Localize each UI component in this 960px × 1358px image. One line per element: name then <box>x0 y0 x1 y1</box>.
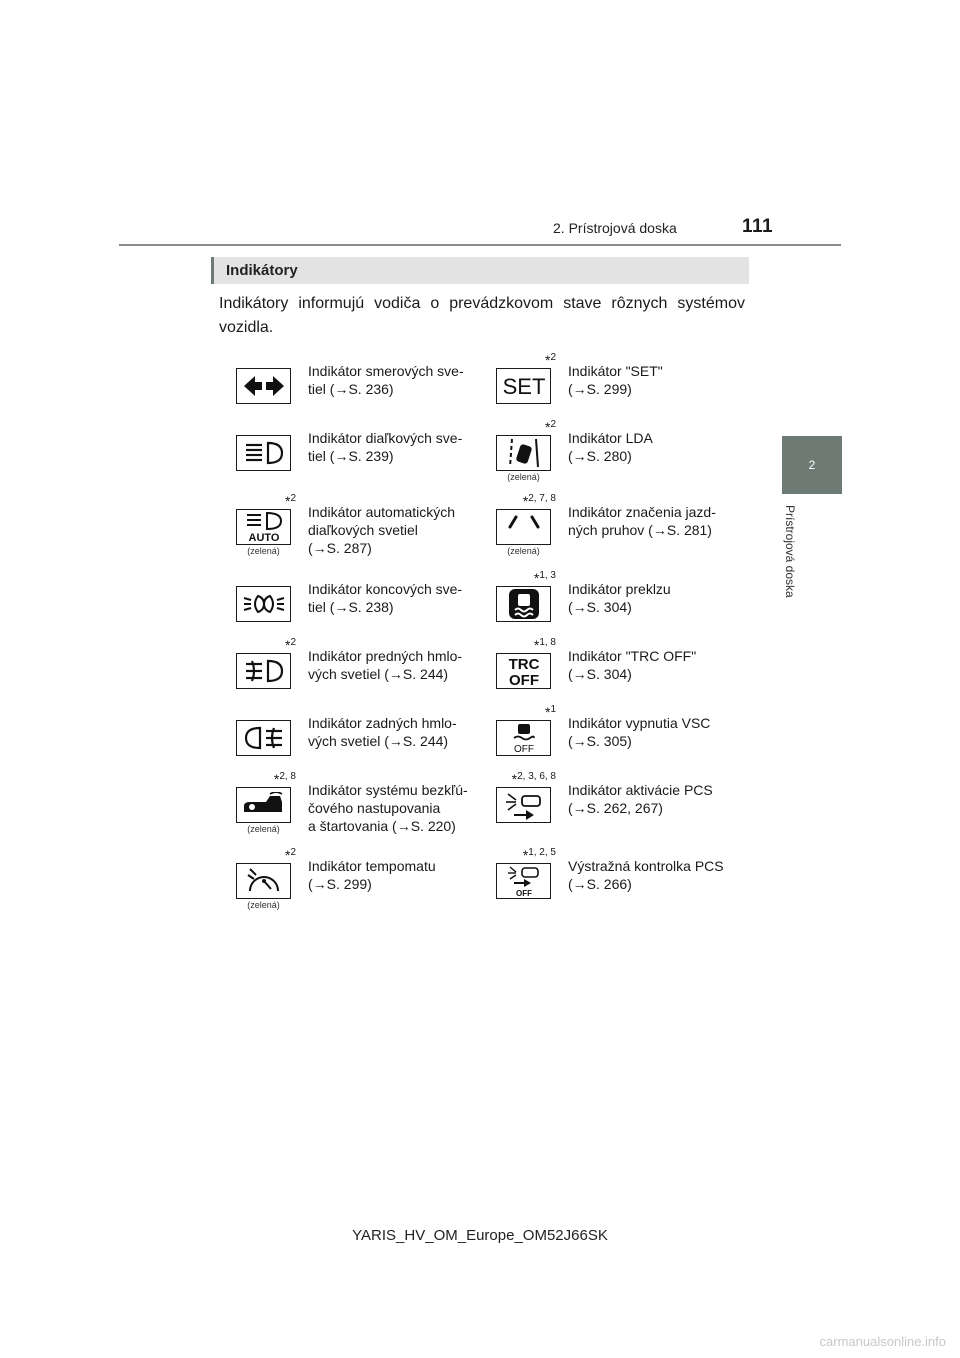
indicator-color: (zelená) <box>507 546 540 556</box>
description-line: tiel (→S. 239) <box>308 448 394 464</box>
footnote-star: * <box>273 771 280 787</box>
smart-entry-icon <box>236 787 291 823</box>
svg-text:AUTO: AUTO <box>248 532 279 543</box>
indicator-description <box>568 714 743 750</box>
trc-off-icon <box>496 653 551 689</box>
description-line: Indikátor koncových sve- <box>308 581 463 597</box>
watermark: carmanualsonline.info <box>819 1334 946 1349</box>
description-line: Indikátor aktivácie PCS <box>568 782 713 798</box>
svg-text:OFF: OFF <box>515 889 532 897</box>
footnote-number: 1, 8 <box>539 637 556 648</box>
footnote-star: * <box>533 637 540 653</box>
indicator-color: (zelená) <box>247 824 280 834</box>
indicator-entry <box>496 493 758 573</box>
footnote-number: 2 <box>290 493 296 504</box>
footnote-marker <box>496 847 556 863</box>
indicator-entry <box>236 771 498 851</box>
rear-fog-icon <box>236 720 291 756</box>
description-line: Indikátor vypnutia VSC <box>568 715 711 731</box>
description-line: Indikátor tempomatu <box>308 858 436 874</box>
description-line: a štartovania (→S. 220) <box>308 818 456 834</box>
description-line: Výstražná kontrolka PCS <box>568 858 724 874</box>
description-line: vých svetiel (→S. 244) <box>308 733 449 749</box>
indicator-color: (zelená) <box>247 900 280 910</box>
description-line: tiel (→S. 236) <box>308 381 394 397</box>
chapter-label-vertical <box>770 505 810 615</box>
description-line: Indikátor smerových sve- <box>308 363 464 379</box>
set-icon <box>496 368 551 404</box>
footnote-marker <box>496 419 556 435</box>
description-line: Indikátor diaľkových sve- <box>308 430 463 446</box>
description-line: (→S. 280) <box>568 448 632 464</box>
svg-text:TRC: TRC <box>508 656 539 673</box>
footnote-marker <box>236 637 296 653</box>
indicator-entry <box>496 771 758 851</box>
description-line: diaľkových svetiel <box>308 522 418 538</box>
vsc-off-icon <box>496 720 551 756</box>
footnote-number: 2 <box>550 419 556 430</box>
description-line: Indikátor "TRC OFF" <box>568 648 697 664</box>
indicator-entry <box>236 429 498 499</box>
description-line: čového nastupovania <box>308 800 441 816</box>
description-line: vých svetiel (→S. 244) <box>308 666 449 682</box>
high-beam-icon <box>236 435 291 471</box>
footnote-marker <box>496 637 556 653</box>
indicator-description <box>308 647 483 683</box>
footnote-star: * <box>511 771 518 787</box>
description-line: (→S. 287) <box>308 540 372 556</box>
footnote-star: * <box>522 493 529 509</box>
intro-paragraph: Indikátory informujú vodiča o prevádzkovom stave rôznych systémov vozidla. <box>219 295 745 336</box>
footnote-number: 1, 2, 5 <box>528 847 556 858</box>
svg-text:OFF: OFF <box>513 744 534 754</box>
lda-icon <box>496 435 551 471</box>
page-number: 111 <box>742 216 774 237</box>
indicator-entry <box>496 847 758 927</box>
footnote-number: 2 <box>550 352 556 363</box>
indicator-entry <box>236 847 498 927</box>
footnote-star: * <box>284 637 291 653</box>
indicator-entry <box>236 493 498 573</box>
footnote-star: * <box>544 704 551 720</box>
description-line: (→S. 305) <box>568 733 632 749</box>
indicator-description <box>568 647 743 683</box>
turn-signal-icon <box>236 368 291 404</box>
footnote-number: 2, 8 <box>279 771 296 782</box>
indicator-description <box>308 429 483 465</box>
header-divider <box>119 244 841 246</box>
footnote-number: 2, 7, 8 <box>528 493 556 504</box>
description-line: (→S. 299) <box>568 381 632 397</box>
description-line: (→S. 262, 267) <box>568 800 663 816</box>
section-banner: Indikátory <box>211 257 749 284</box>
indicator-description <box>568 580 743 616</box>
footnote-marker <box>496 352 556 368</box>
document-code: YARIS_HV_OM_Europe_OM52J66SK <box>352 1227 608 1244</box>
footnote-star: * <box>544 419 551 435</box>
indicator-description <box>308 714 483 750</box>
chapter-label: Prístrojová doska <box>783 505 797 598</box>
description-line: Indikátor zadných hmlo- <box>308 715 457 731</box>
indicator-color: (zelená) <box>247 546 280 556</box>
description-line: (→S. 299) <box>308 876 372 892</box>
description-line: Indikátor predných hmlo- <box>308 648 463 664</box>
pcs-icon <box>496 787 551 823</box>
indicator-description <box>568 429 743 465</box>
indicator-entry <box>496 419 758 499</box>
footnote-marker <box>496 704 556 720</box>
cruise-control-icon <box>236 863 291 899</box>
slip-icon <box>496 586 551 622</box>
description-line: (→S. 304) <box>568 666 632 682</box>
indicator-description <box>308 580 483 616</box>
description-line: Indikátor automatických <box>308 504 456 520</box>
footnote-number: 2 <box>290 847 296 858</box>
footnote-star: * <box>284 493 291 509</box>
lane-marking-icon <box>496 509 551 545</box>
indicator-entry <box>236 637 498 717</box>
indicator-description <box>568 362 743 398</box>
indicator-description <box>568 857 743 893</box>
footnote-star: * <box>533 570 540 586</box>
footnote-marker <box>236 493 296 509</box>
chapter-tab <box>782 436 842 494</box>
indicator-description <box>308 503 483 557</box>
svg-text:SET: SET <box>502 374 545 399</box>
footnote-number: 2 <box>290 637 296 648</box>
footnote-star: * <box>544 352 551 368</box>
description-line: ných pruhov (→S. 281) <box>568 522 712 538</box>
description-line: tiel (→S. 238) <box>308 599 394 615</box>
description-line: Indikátor preklzu <box>568 581 671 597</box>
footnote-number: 2, 3, 6, 8 <box>517 771 556 782</box>
front-fog-icon <box>236 653 291 689</box>
pcs-off-icon <box>496 863 551 899</box>
indicator-description <box>568 781 743 817</box>
description-line: Indikátor značenia jazd- <box>568 504 716 520</box>
footnote-marker <box>496 570 556 586</box>
description-line: (→S. 304) <box>568 599 632 615</box>
footnote-marker <box>236 847 296 863</box>
indicator-entry <box>236 362 498 432</box>
description-line: Indikátor "SET" <box>568 363 663 379</box>
indicator-description <box>308 857 483 893</box>
section-title: 2. Prístrojová doska <box>553 220 677 236</box>
indicator-description <box>308 781 483 835</box>
description-line: Indikátor systému bezkľú- <box>308 782 468 798</box>
tail-light-icon <box>236 586 291 622</box>
indicator-color: (zelená) <box>507 472 540 482</box>
footnote-star: * <box>522 847 529 863</box>
auto-high-beam-icon <box>236 509 291 545</box>
footnote-number: 1 <box>550 704 556 715</box>
chapter-number: 2 <box>808 458 816 472</box>
footnote-number: 1, 3 <box>539 570 556 581</box>
footnote-marker <box>496 771 556 787</box>
indicator-description <box>568 503 743 539</box>
description-line: Indikátor LDA <box>568 430 653 446</box>
footnote-star: * <box>284 847 291 863</box>
description-line: (→S. 266) <box>568 876 632 892</box>
footnote-marker <box>236 771 296 787</box>
indicator-description <box>308 362 483 398</box>
svg-text:OFF: OFF <box>508 672 539 687</box>
footnote-marker <box>496 493 556 509</box>
